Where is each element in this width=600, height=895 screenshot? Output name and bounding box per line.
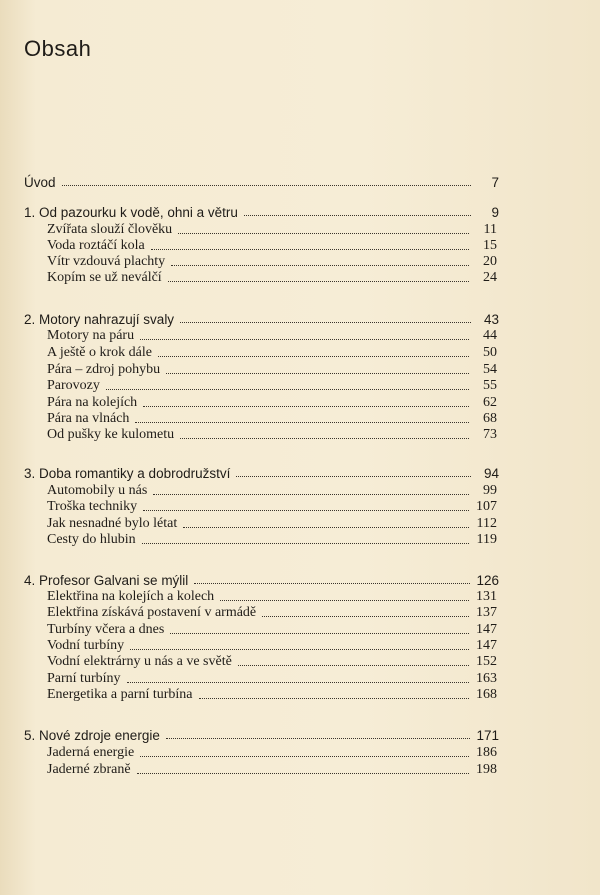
toc-entry-label: Turbíny včera a dnes [47,622,165,637]
toc-entry [47,622,497,638]
toc-entry [47,589,497,605]
toc-entry [47,378,497,394]
dot-leader [158,356,469,357]
dot-leader [137,773,469,774]
dot-leader [151,249,469,250]
toc-entry [47,345,497,361]
dot-leader [183,527,469,528]
show-through-text [300,28,600,148]
dot-leader [166,373,469,374]
toc-entry-label: Vítr vzdouvá plachty [47,254,166,269]
toc-entry [47,411,497,427]
toc-entry-page: 147 [476,638,497,653]
toc-entry-page: 112 [476,516,497,531]
toc-entry-page: 171 [476,728,499,743]
toc-entry-label: Od pušky ke kulometu [47,427,175,442]
toc-entry [47,671,497,687]
toc-entry-label: Elektřina získává postavení v armádě [47,605,257,620]
toc-entry-page: 152 [476,654,497,669]
toc-entry-label: Pára – zdroj pohybu [47,362,161,377]
dot-leader [127,682,470,683]
toc-entry [47,605,497,621]
dot-leader [178,233,469,234]
toc-entry-page: 137 [476,605,497,620]
toc-entry-page: 186 [476,745,497,760]
toc-entry [47,687,497,703]
toc-entry-page: 9 [491,205,499,220]
dot-leader [142,543,469,544]
dot-leader [262,616,469,617]
dot-leader [143,406,469,407]
toc-entry-label: Automobily u nás [47,483,148,498]
toc-entry-label: Jaderná energie [47,745,135,760]
toc-entry-page: 24 [483,270,497,285]
dot-leader [194,583,470,584]
toc-entry-page: 126 [476,573,499,588]
toc-entry-label: Zvířata slouží člověku [47,222,173,237]
toc-entry-page: 107 [476,499,497,514]
toc-entry-label: Vodní elektrárny u nás a ve světě [47,654,232,669]
toc-entry-page: 68 [483,411,497,426]
toc-entry-label: Úvod [24,175,56,190]
dot-leader [153,494,469,495]
toc-entry-label: Voda roztáčí kola [47,238,145,253]
toc-entry [24,174,499,190]
toc-entry-label: Cesty do hlubin [47,532,136,547]
toc-entry-label: 3. Doba romantiky a dobrodružství [24,466,231,481]
toc-entry-label: 2. Motory nahrazují svaly [24,312,175,327]
toc-entry [47,762,497,778]
toc-entry-page: 62 [483,395,497,410]
toc-entry [47,532,497,548]
toc-entry-label: 1. Od pazourku k vodě, ohni a větru [24,205,238,220]
dot-leader [236,476,471,477]
toc-entry-page: 11 [483,222,497,237]
toc-entry-page: 50 [483,345,497,360]
dot-leader [143,510,469,511]
dot-leader [170,633,469,634]
toc-entry-label: Parovozy [47,378,100,393]
dot-leader [220,600,469,601]
toc-entry [24,465,499,481]
toc-entry [24,204,499,220]
toc-entry-label: Energetika a parní turbína [47,687,193,702]
toc-entry [47,499,497,515]
toc-entry-page: 20 [483,254,497,269]
toc-entry [47,427,497,443]
toc-entry-page: 198 [476,762,497,777]
dot-leader [199,698,469,699]
toc-entry-page: 43 [483,312,499,327]
dot-leader [62,185,471,186]
toc-entry-page: 163 [476,671,497,686]
toc-entry-page: 7 [491,175,499,190]
toc-entry [47,745,497,761]
toc-entry-page: 44 [483,328,497,343]
toc-entry-label: Pára na vlnách [47,411,130,426]
toc-entry [24,572,499,588]
toc-entry-page: 131 [476,589,497,604]
toc-entry-page: 54 [483,362,497,377]
toc-entry [47,654,497,670]
toc-entry-label: Troška techniky [47,499,138,514]
toc-entry [47,254,497,270]
toc-entry [24,311,499,327]
toc-entry [47,516,497,532]
toc-entry-label: Jaderné zbraně [47,762,131,777]
dot-leader [135,422,469,423]
dot-leader [130,649,469,650]
toc-entry-label: Parní turbíny [47,671,121,686]
dot-leader [244,215,471,216]
toc-entry [47,328,497,344]
toc-entry-page: 73 [483,427,497,442]
toc-entry-label: Elektřina na kolejích a kolech [47,589,215,604]
dot-leader [180,438,469,439]
toc-entry [24,727,499,743]
toc-entry-page: 15 [483,238,497,253]
toc-entry-page: 119 [476,532,497,547]
dot-leader [168,281,469,282]
dot-leader [140,339,469,340]
toc-entry [47,222,497,238]
toc-entry [47,638,497,654]
toc-entry-label: Pára na kolejích [47,395,138,410]
toc-entry-label: Jak nesnadné bylo létat [47,516,178,531]
toc-entry [47,395,497,411]
toc-entry-label: Motory na páru [47,328,135,343]
toc-entry [47,238,497,254]
dot-leader [171,265,469,266]
dot-leader [140,756,469,757]
toc-entry-label: 5. Nové zdroje energie [24,728,160,743]
toc-entry [47,270,497,286]
dot-leader [106,389,469,390]
toc-entry-label: A ještě o krok dále [47,345,152,360]
toc-entry-page: 147 [476,622,497,637]
dot-leader [238,665,469,666]
dot-leader [166,738,471,739]
toc-entry-page: 55 [483,378,497,393]
toc-entry-label: Vodní turbíny [47,638,125,653]
toc-entry-label: Kopím se už neválčí [47,270,162,285]
toc-entry [47,483,497,499]
toc-entry-page: 168 [476,687,497,702]
page-title: Obsah [24,36,92,61]
toc-entry-page: 99 [483,483,497,498]
toc-entry-page: 94 [483,466,499,481]
dot-leader [180,322,471,323]
toc-entry [47,362,497,378]
toc-entry-label: 4. Profesor Galvani se mýlil [24,573,189,588]
